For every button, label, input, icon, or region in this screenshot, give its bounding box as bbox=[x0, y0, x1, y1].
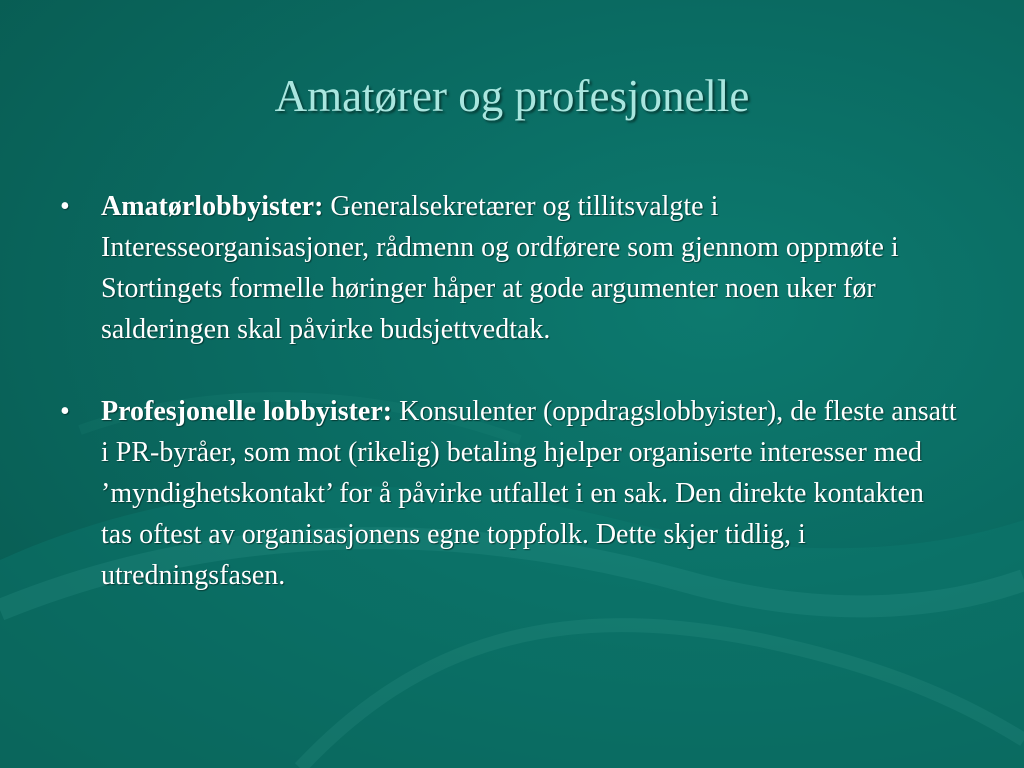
bullet-text: Generalsekretærer og tillitsvalgte i Interesseorganisasjoner, rådmenn og ordførere som gjennom oppmøte i Stortingets formelle høringer håper at gode argumenter noen uker før salderingen skal påvirke budsjettvedtak. bbox=[101, 191, 899, 345]
slide-title: Amatører og profesjonelle bbox=[274, 71, 750, 121]
bullet-term: Profesjonelle lobbyister: bbox=[101, 396, 393, 427]
bullet-item-profesjonelle-lobbyister bbox=[60, 391, 960, 596]
bullet-text: Konsulenter (oppdragslobbyister), de fleste ansatt i PR-byråer, som mot (rikelig) betaling hjelper organiserte interesser med ’myndighetskontakt’ for å påvirke utfallet i en sak. Den direkte kontakten tas oftest av organisasjonens egne toppfolk. Dette skjer tidlig, i utredningsfasen. bbox=[101, 396, 957, 591]
bullet-marker: • bbox=[60, 396, 70, 427]
bullet-item-amatorlobbyister bbox=[60, 186, 960, 350]
bullet-list bbox=[60, 186, 960, 596]
bullet-term: Amatørlobbyister: bbox=[101, 191, 324, 222]
bullet-marker: • bbox=[60, 191, 70, 222]
